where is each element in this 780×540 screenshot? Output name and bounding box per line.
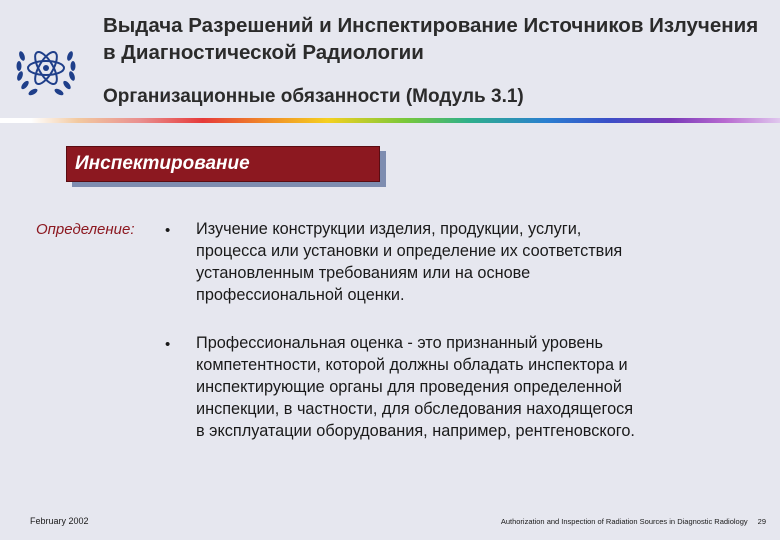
footer-course (501, 517, 766, 526)
footer-date: February 2002 (30, 516, 89, 526)
definition-bullet-text: Изучение конструкции изделия, продукции, услуги, процесса или установки и определение их соответствия установленным требованиям или на основе профессиональной оценки. (196, 220, 623, 304)
slide-title: Выдача Разрешений и Инспектирование Источников Излучения в Диагностической Радиологии (103, 14, 759, 64)
footer-course-title: Authorization and Inspection of Radiation Sources in Diagnostic Radiology (500, 517, 748, 526)
section-heading: Инспектирование (75, 153, 250, 174)
rainbow-divider (0, 118, 780, 123)
definition-bullet-text: Профессиональная оценка - это признанный уровень компетентности, которой должны обладать инспектора и инспектирующие органы для проведения определенной инспекции, в частности, для обследования находящегося в эксплуатации оборудования, например, рентгеновского. (196, 334, 635, 440)
definition-label: Определение: (36, 221, 135, 238)
page-number: 29 (757, 517, 766, 526)
bullet-icon: • (165, 336, 171, 353)
slide-subtitle: Организационные обязанности (Модуль 3.1) (103, 86, 524, 107)
section-heading-box (66, 146, 380, 182)
iaea-logo-icon (12, 34, 80, 102)
bullet-icon: • (165, 222, 171, 239)
